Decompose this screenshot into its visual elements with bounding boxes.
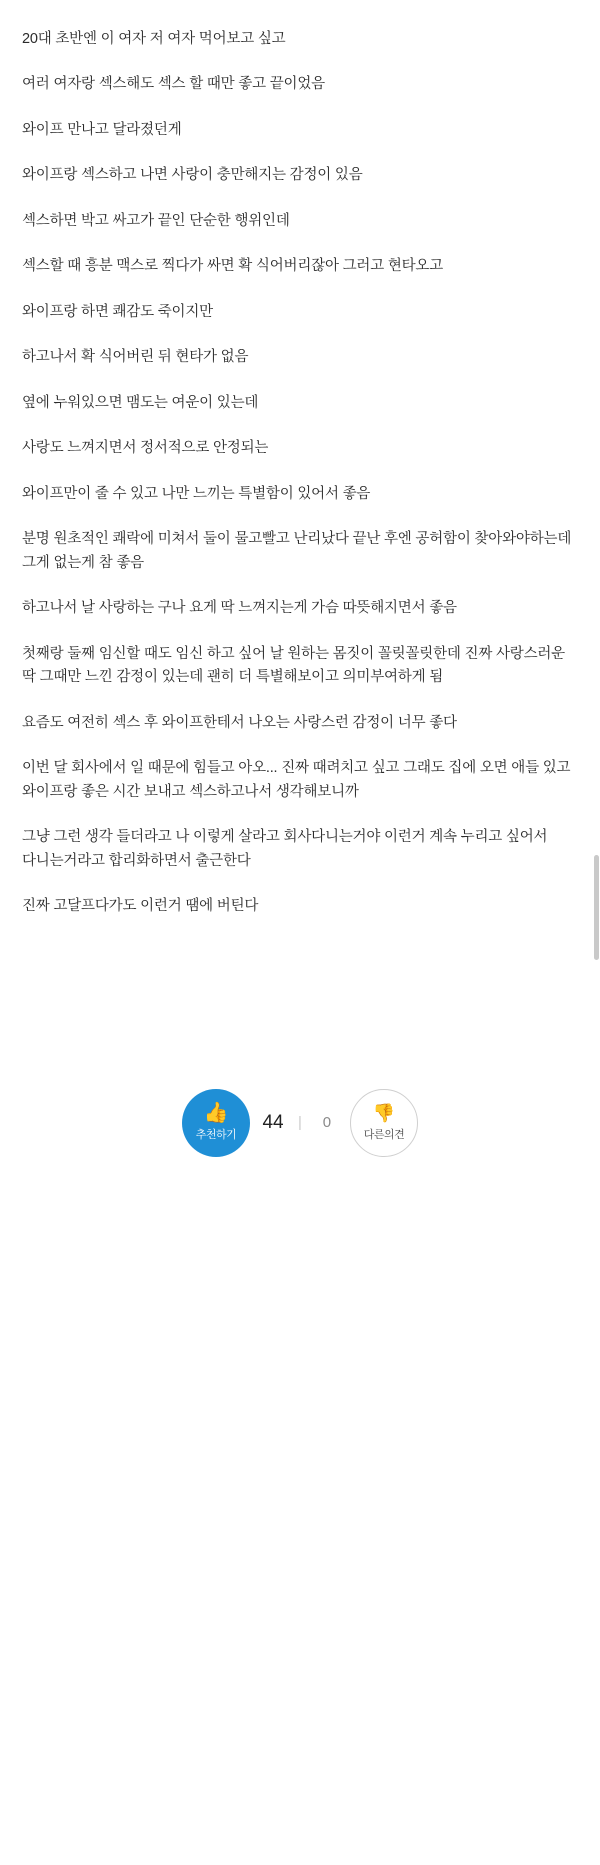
thumbs-up-icon: 👍 bbox=[203, 1102, 229, 1125]
downvote-button[interactable] bbox=[350, 1089, 418, 1157]
content-spacer bbox=[0, 919, 600, 1089]
post-paragraph: 첫째랑 둘째 임신할 때도 임신 하고 싶어 날 원하는 몸짓이 꼴릿꼴릿한데 진짜 사랑스러운 딱 그때만 느낀 감정이 있는데 괜히 더 특별해보이고 의미부여하게 됨 bbox=[22, 645, 565, 686]
post-paragraph: 옆에 누워있으면 맴도는 여운이 있는데 bbox=[22, 394, 259, 411]
post-paragraph: 와이프만이 줄 수 있고 나만 느끼는 특별함이 있어서 좋음 bbox=[22, 485, 371, 502]
post-paragraph: 하고나서 확 식어버린 뒤 현타가 없음 bbox=[22, 349, 249, 366]
upvote-button[interactable] bbox=[182, 1089, 250, 1157]
post-paragraph: 와이프랑 하면 쾌감도 죽이지만 bbox=[22, 303, 213, 320]
post-paragraph: 와이프랑 섹스하고 나면 사랑이 충만해지는 감정이 있음 bbox=[22, 167, 363, 184]
post-paragraph: 요즘도 여전히 섹스 후 와이프한테서 나오는 사랑스런 감정이 너무 좋다 bbox=[22, 714, 457, 731]
vote-separator: | bbox=[298, 1114, 302, 1132]
post-paragraph: 섹스하면 박고 싸고가 끝인 단순한 행위인데 bbox=[22, 212, 290, 229]
upvote-count: 44 bbox=[262, 1111, 284, 1133]
post-paragraph: 섹스할 때 흥분 맥스로 찍다가 싸면 확 식어버리잖아 그러고 현타오고 bbox=[22, 258, 444, 275]
post-paragraph: 사랑도 느껴지면서 정서적으로 안정되는 bbox=[22, 440, 269, 457]
downvote-count: 0 bbox=[322, 1114, 332, 1132]
vote-bar bbox=[0, 1089, 600, 1201]
upvote-label: 추천하기 bbox=[195, 1129, 237, 1142]
downvote-label: 다른의견 bbox=[363, 1128, 405, 1141]
post-paragraph: 분명 원초적인 쾌락에 미쳐서 둘이 물고빨고 난리났다 끝난 후엔 공허함이 찾아와야하는데 그게 없는게 참 좋음 bbox=[22, 531, 572, 571]
post-paragraph: 이번 달 회사에서 일 때문에 힘들고 아오... 진짜 때려치고 싶고 그래도 집에 오면 애들 있고 와이프랑 좋은 시간 보내고 섹스하고나서 생각해보니까 bbox=[22, 760, 571, 800]
post-content bbox=[0, 0, 600, 919]
post-paragraph: 하고나서 날 사랑하는 구나 요게 딱 느껴지는게 가슴 따뜻해지면서 좋음 bbox=[22, 600, 457, 617]
post-paragraph: 진짜 고달프다가도 이런거 땜에 버틴다 bbox=[22, 898, 259, 915]
scrollbar-thumb[interactable] bbox=[594, 855, 599, 960]
thumbs-down-icon: 👎 bbox=[372, 1102, 396, 1123]
post-paragraph: 여러 여자랑 섹스해도 섹스 할 때만 좋고 끝이었음 bbox=[22, 76, 325, 93]
post-paragraph: 와이프 만나고 달라졌던게 bbox=[22, 121, 182, 138]
post-paragraph: 20대 초반엔 이 여자 저 여자 먹어보고 싶고 bbox=[22, 31, 286, 47]
post-paragraph: 그냥 그런 생각 들더라고 나 이렇게 살라고 회사다니는거야 이런거 계속 누리고 싶어서 다니는거라고 합리화하면서 출근한다 bbox=[22, 829, 548, 869]
